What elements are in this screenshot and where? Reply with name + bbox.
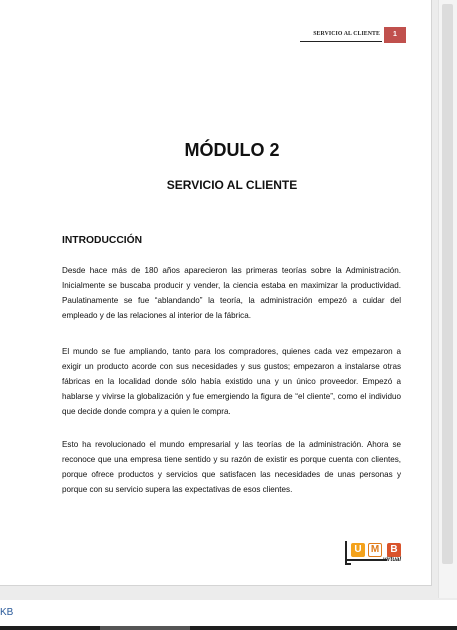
section-heading: INTRODUCCIÓN	[62, 235, 143, 246]
taskbar-edge	[0, 626, 457, 630]
logo-tagline: virtual	[383, 557, 402, 563]
umb-virtual-logo	[343, 539, 405, 569]
scrollbar-thumb[interactable]	[442, 4, 453, 564]
page-number-badge: 1	[384, 27, 406, 43]
header-rule	[300, 41, 382, 42]
logo-letter-m: M	[368, 543, 382, 557]
running-header: SERVICIO AL CLIENTE	[313, 31, 380, 37]
module-title: MÓDULO 2	[184, 140, 280, 160]
taskbar-highlight	[100, 626, 190, 630]
logo-letter-b: B	[387, 543, 401, 557]
logo-underline-shape	[347, 559, 387, 561]
paragraph-3: Esto ha revolucionado el mundo empresarial y las teorías de la administración. Ahora se reconoce que una empresa tiene sentido y su razón de existir es porque cuenta con clientes, porque ofrece productos y servicios que satisfacen las necesidades de unas personas y porque con su servicio supera las expectativas de esos clientes.	[62, 440, 401, 495]
paragraph-1: Desde hace más de 180 años aparecieron las primeras teorías sobre la Administración. Inicialmente se buscaba producir y vender, la ciencia estaba en maximizar la productividad. Paulatinamente se fue “ablandando” la teoría, la administración empezó a cuidar del empleado y de las relaciones al interior de la fábrica.	[62, 266, 401, 321]
paragraph-2: El mundo se fue ampliando, tanto para los compradores, quienes cada vez empezaron a exigir un producto acorde con sus necesidades y sus gustos; empezaron a instalarse otras fábricas en la localidad donde sólo había existido una y un único proveedor. Empezó a hablarse y vivirse la globalización y fue emergiendo la figura de “el cliente”, como el individuo que decide donde compra y a quien le compra.	[62, 347, 401, 417]
module-subtitle: SERVICIO AL CLIENTE	[166, 178, 298, 192]
file-size-text: KB	[0, 607, 14, 618]
logo-letter-u: U	[351, 543, 365, 557]
